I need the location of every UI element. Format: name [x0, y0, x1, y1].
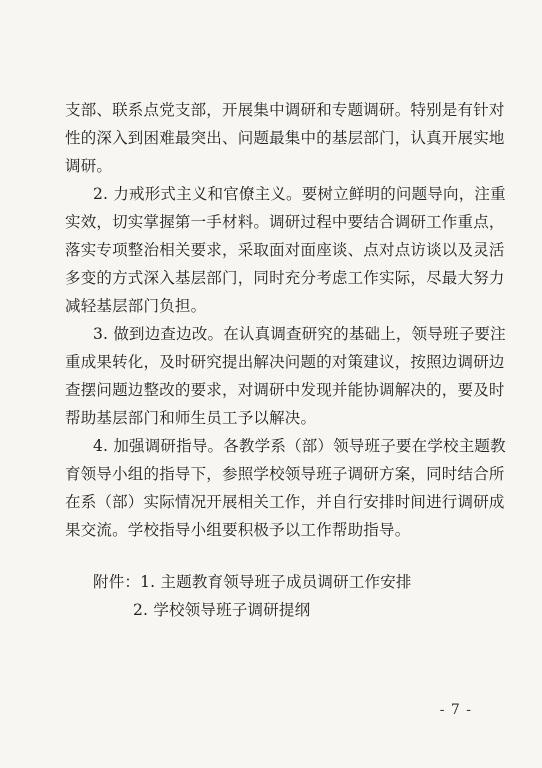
p1-line-3: 调研。	[65, 157, 113, 175]
attachment-line-2: 2. 学校领导班子调研提纲	[133, 601, 311, 619]
p1-line-1: 支部、联系点党支部，开展集中调研和专题调研。特别是有针对	[65, 101, 505, 119]
p3-line-1: 3. 做到边查边改。在认真调查研究的基础上，领导班子要注	[93, 325, 506, 343]
p2-line-4: 多变的方式深入基层部门，同时充分考虑工作实际，尽最大努力	[65, 269, 505, 287]
p3-line-4: 帮助基层部门和师生员工予以解决。	[65, 409, 317, 427]
p2-line-3: 落实专项整治相关要求，采取面对面座谈、点对点访谈以及灵活	[65, 241, 505, 259]
p1-line-2: 性的深入到困难最突出、问题最集中的基层部门，认真开展实地	[65, 129, 505, 147]
page-number: - 7 -	[439, 702, 472, 718]
p2-line-5: 减轻基层部门负担。	[65, 297, 207, 315]
p4-line-3: 在系（部）实际情况开展相关工作，并自行安排时间进行调研成	[65, 493, 505, 511]
p4-line-2: 育领导小组的指导下，参照学校领导班子调研方案，同时结合所	[65, 465, 505, 483]
p2-line-1: 2. 力戒形式主义和官僚主义。要树立鲜明的问题导向，注重	[93, 185, 506, 203]
p4-line-4: 果交流。学校指导小组要积极予以工作帮助指导。	[65, 521, 411, 539]
p2-line-2: 实效，切实掌握第一手材料。调研过程中要结合调研工作重点，	[65, 213, 505, 231]
p3-line-3: 查摆问题边整改的要求，对调研中发现并能协调解决的，要及时	[65, 381, 505, 399]
p4-line-1: 4. 加强调研指导。各教学系（部）领导班子要在学校主题教	[93, 437, 506, 455]
p3-line-2: 重成果转化，及时研究提出解决问题的对策建议，按照边调研边	[65, 353, 505, 371]
attachment-line-1: 附件：1. 主题教育领导班子成员调研工作安排	[93, 573, 412, 591]
